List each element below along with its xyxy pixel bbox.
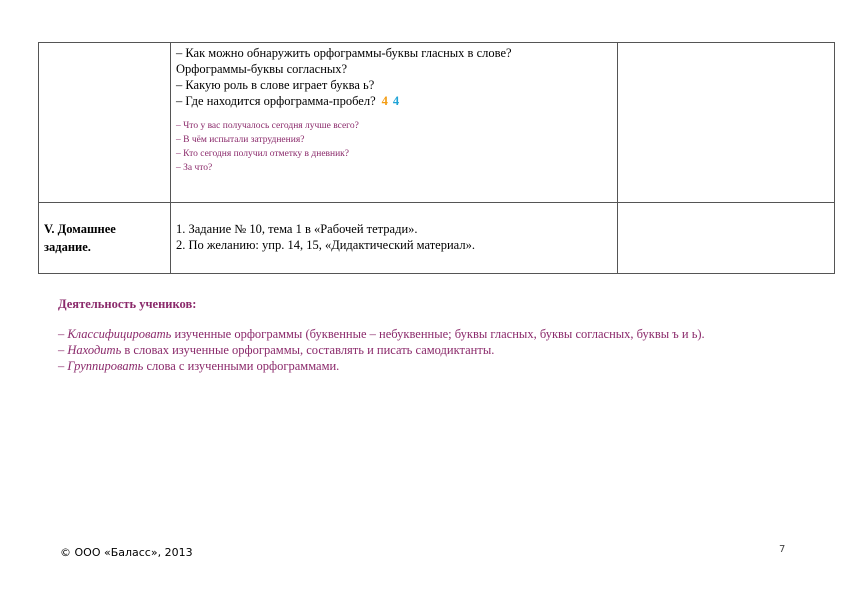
homework-item: 1. Задание № 10, тема 1 в «Рабочей тетради». xyxy=(176,222,418,236)
reflection-questions xyxy=(176,119,617,175)
blue-number: 4 xyxy=(392,94,400,108)
stage-cell xyxy=(39,203,171,274)
stage-title xyxy=(39,203,170,256)
stage-title-line: задание. xyxy=(44,240,91,254)
activity-title: Деятельность учеников: xyxy=(58,297,197,311)
notes-cell-empty xyxy=(618,43,835,203)
question-line xyxy=(176,93,617,109)
homework-item: 2. По желанию: упр. 14, 15, «Дидактический материал». xyxy=(176,238,475,252)
activity-verb: Находить xyxy=(67,343,122,357)
activity-verb: Группировать xyxy=(67,359,144,373)
student-activity-section xyxy=(58,296,705,374)
lesson-table xyxy=(38,42,835,274)
orange-number: 4 xyxy=(381,94,388,108)
reflection-line: – За что? xyxy=(176,163,213,173)
homework-cell xyxy=(171,203,618,274)
activity-text: в словах изученные орфограммы, составлять и писать самодиктанты. xyxy=(121,343,495,357)
questions-block xyxy=(171,43,617,175)
dash: – xyxy=(58,359,68,373)
reflection-line: – Кто сегодня получил отметку в дневник? xyxy=(176,149,350,159)
copyright-footer: © ООО «Баласс», 2013 xyxy=(60,546,193,559)
question-line: Орфограммы-буквы согласных? xyxy=(176,62,348,76)
stage-title-line: V. Домашнее xyxy=(44,222,116,236)
homework-list xyxy=(171,203,617,253)
activity-item xyxy=(58,342,705,358)
reflection-line: – Что у вас получалось сегодня лучше всего? xyxy=(176,121,359,131)
page-number: 7 xyxy=(779,544,786,555)
notes-cell-empty xyxy=(618,203,835,274)
content-cell xyxy=(171,43,618,203)
question-line: – Какую роль в слове играет буква ь? xyxy=(176,78,375,92)
dash: – xyxy=(58,327,68,341)
activity-item xyxy=(58,358,705,374)
stage-cell-empty xyxy=(39,43,171,203)
table-row xyxy=(39,203,835,274)
question-line: – Как можно обнаружить орфограммы-буквы гласных в слове? xyxy=(176,46,512,60)
activity-text: изученные орфограммы (буквенные – небуквенные; буквы гласных, буквы согласных, буквы ъ и ь). xyxy=(171,327,705,341)
activity-verb: Классифицировать xyxy=(67,327,172,341)
table-row xyxy=(39,43,835,203)
activity-text: слова с изученными орфограммами. xyxy=(143,359,340,373)
dash: – xyxy=(58,343,68,357)
reflection-line: – В чём испытали затруднения? xyxy=(176,135,305,145)
activity-item xyxy=(58,326,705,342)
question-text: – Где находится орфограмма-пробел? xyxy=(176,94,376,108)
